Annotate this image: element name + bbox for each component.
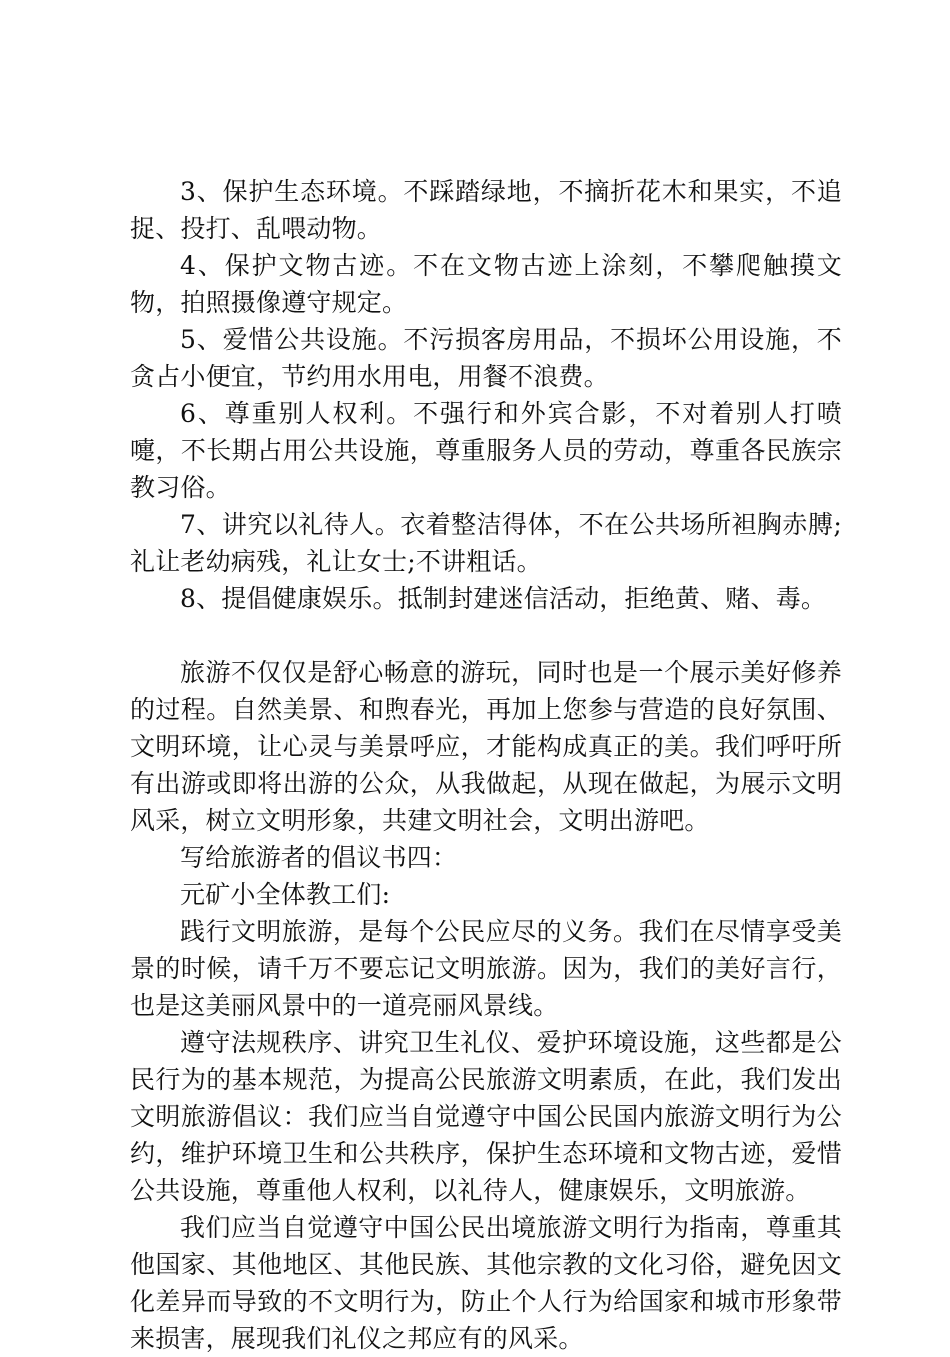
body-paragraph-2: 遵守法规秩序、讲究卫生礼仪、爱护环境设施，这些都是公民行为的基本规范，为提高公民旅游文明素质，在此，我们发出文明旅游倡议：我们应当自觉遵守中国公民国内旅游文明行为公约，维护环境卫生和公共秩序，保护生态环境和文物古迹，爱惜公共设施，尊重他人权利，以礼待人，健康娱乐，文明旅游。: [130, 1028, 842, 1205]
rule-item-8: 8、提倡健康娱乐。抵制封建迷信活动，拒绝黄、赌、毒。: [180, 584, 827, 613]
rule-item-4: 4、保护文物古迹。不在文物古迹上涂刻，不攀爬触摸文物，拍照摄像遵守规定。: [130, 251, 842, 317]
paragraph-gap: [130, 617, 842, 654]
salutation: 元矿小全体教工们:: [180, 880, 391, 909]
rule-item-3: 3、保护生态环境。不踩踏绿地，不摘折花木和果实，不追捉、投打、乱喂动物。: [130, 177, 842, 243]
document-body: [130, 173, 842, 1357]
rule-item-5: 5、爱惜公共设施。不污损客房用品，不损坏公用设施，不贪占小便宜，节约用水用电，用餐不浪费。: [130, 325, 842, 391]
rule-item-6: 6、尊重别人权利。不强行和外宾合影，不对着别人打喷嚏，不长期占用公共设施，尊重服务人员的劳动，尊重各民族宗教习俗。: [130, 399, 842, 502]
closing-paragraph: 旅游不仅仅是舒心畅意的游玩，同时也是一个展示美好修养的过程。自然美景、和煦春光，再加上您参与营造的良好氛围、文明环境，让心灵与美景呼应，才能构成真正的美。我们呼吁所有出游或即将出游的公众，从我做起，从现在做起，为展示文明风采，树立文明形象，共建文明社会，文明出游吧。: [130, 658, 842, 835]
body-paragraph-3: 我们应当自觉遵守中国公民出境旅游文明行为指南，尊重其他国家、其他地区、其他民族、其他宗教的文化习俗，避免因文化差异而导致的不文明行为，防止个人行为给国家和城市形象带来损害，展现我们礼仪之邦应有的风采。: [130, 1213, 842, 1353]
body-paragraph-1: 践行文明旅游，是每个公民应尽的义务。我们在尽情享受美景的时候，请千万不要忘记文明旅游。因为，我们的美好言行，也是这美丽风景中的一道亮丽风景线。: [130, 917, 842, 1020]
rule-item-7: 7、讲究以礼待人。衣着整洁得体，不在公共场所袒胸赤膊;礼让老幼病残，礼让女士;不讲粗话。: [130, 510, 842, 576]
section-heading: 写给旅游者的倡议书四：: [180, 843, 458, 872]
